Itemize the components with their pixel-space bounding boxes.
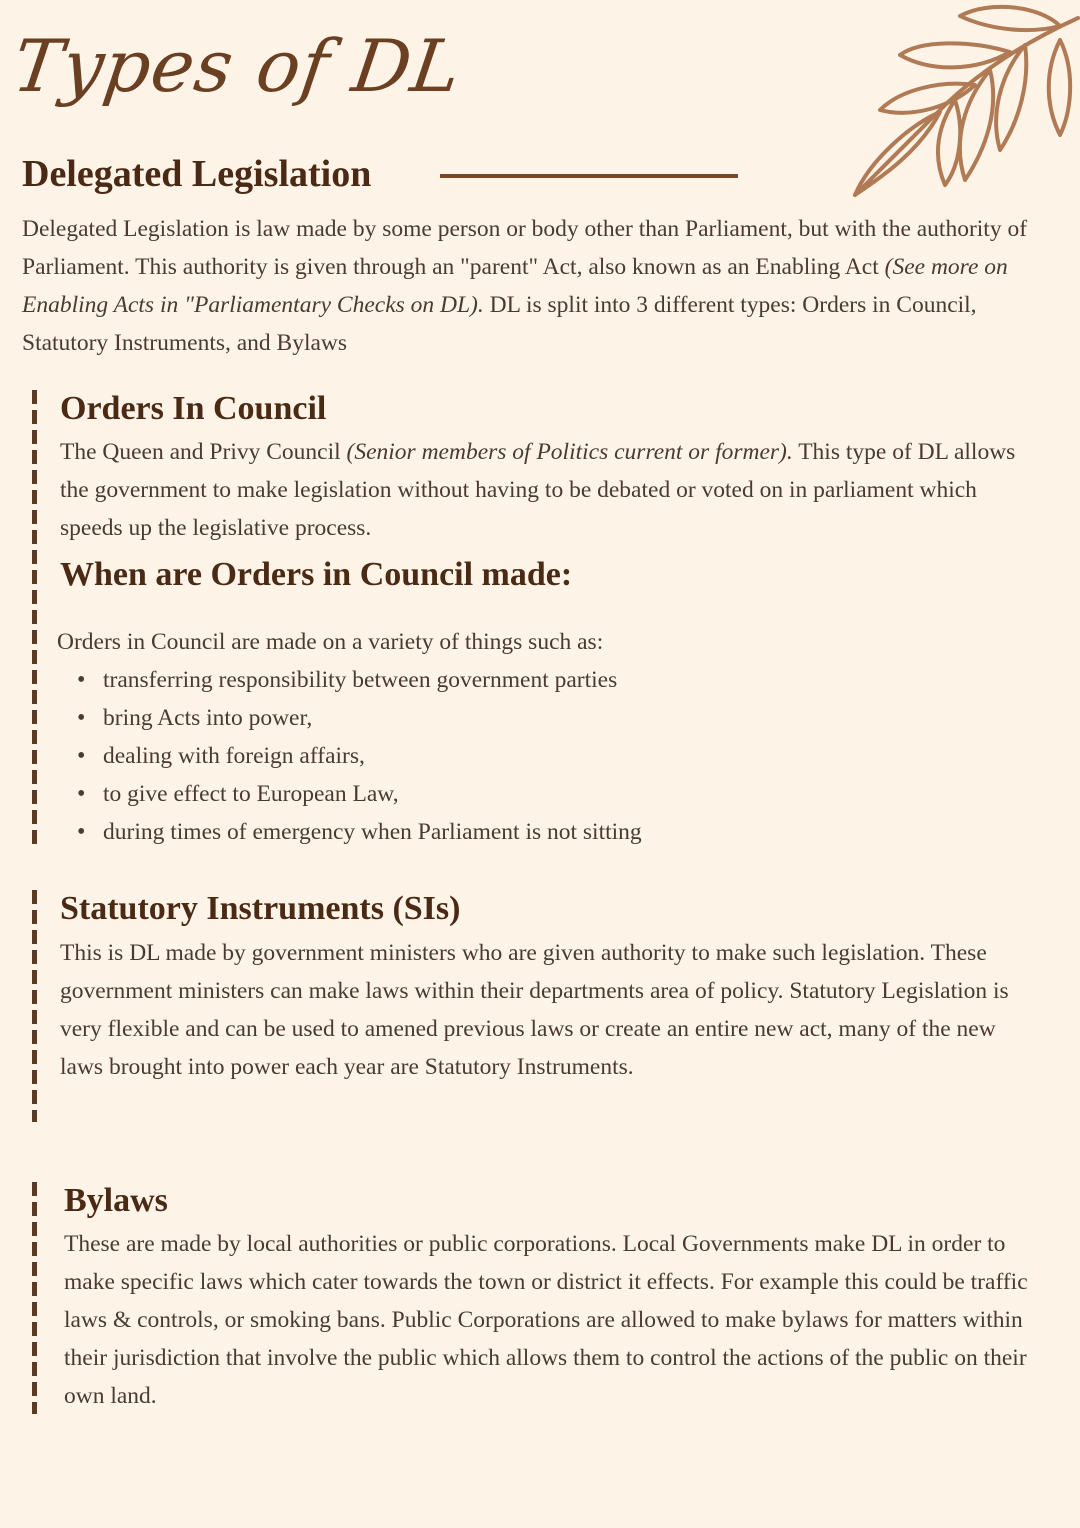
page-title: Types of DL: [8, 24, 467, 108]
list-item: • during times of emergency when Parliament is not sitting: [57, 813, 642, 851]
statutory-paragraph: This is DL made by government ministers who are given authority to make such legislation. These government ministers can make laws within their departments area of policy. Statutory Legislation is very flexible and can be used to amened previous laws or create an entire new act, many of the new laws brought into power each year are Statutory Instruments.: [60, 940, 1009, 1080]
section-bar: [32, 390, 37, 850]
leaf-branch-icon: [760, 0, 1080, 205]
main-heading: Delegated Legislation: [22, 153, 372, 195]
orders-list: [57, 661, 642, 851]
bylaws-paragraph: These are made by local authorities or public corporations. Local Governments make DL in order to make specific laws which cater towards the town or district it effects. For example this could be traffic laws & controls, or smoking bans. Public Corporations are allowed to make bylaws for matters within their jurisdiction that involve the public which allows them to control the actions of the public on their own land.: [64, 1231, 1028, 1409]
list-item: • transferring responsibility between government parties: [57, 661, 642, 699]
list-item: • to give effect to European Law,: [57, 775, 642, 813]
intro-italic-note: (See more on Enabling Acts in "Parliamentary Checks on DL).: [22, 254, 1008, 318]
orders-when-intro: Orders in Council are made on a variety of things such as:: [57, 629, 604, 655]
section-bar: [32, 1182, 37, 1414]
orders-paragraph: The Queen and Privy Council (Senior members of Politics current or former). This type of DL allows the government to make legislation without having to be debated or voted on in parliament which speeds up the legislative process.: [60, 439, 1016, 541]
bylaws-heading: Bylaws: [64, 1182, 168, 1219]
list-item: • dealing with foreign affairs,: [57, 737, 642, 775]
section-bar: [32, 890, 37, 1122]
heading-rule: [440, 174, 738, 178]
orders-when-heading: When are Orders in Council made:: [60, 556, 573, 593]
statutory-heading: Statutory Instruments (SIs): [60, 890, 461, 927]
orders-heading: Orders In Council: [60, 390, 327, 427]
intro-paragraph: Delegated Legislation is law made by some person or body other than Parliament, but with the authority of Parliament. This authority is given through an "parent" Act, also known as an Enabling Act (See more on Enabling Acts in "Parliamentary Checks on DL). DL is split into 3 different types: Orders in Council, Statutory Instruments, and Bylaws: [22, 216, 1028, 356]
list-item: • bring Acts into power,: [57, 699, 642, 737]
